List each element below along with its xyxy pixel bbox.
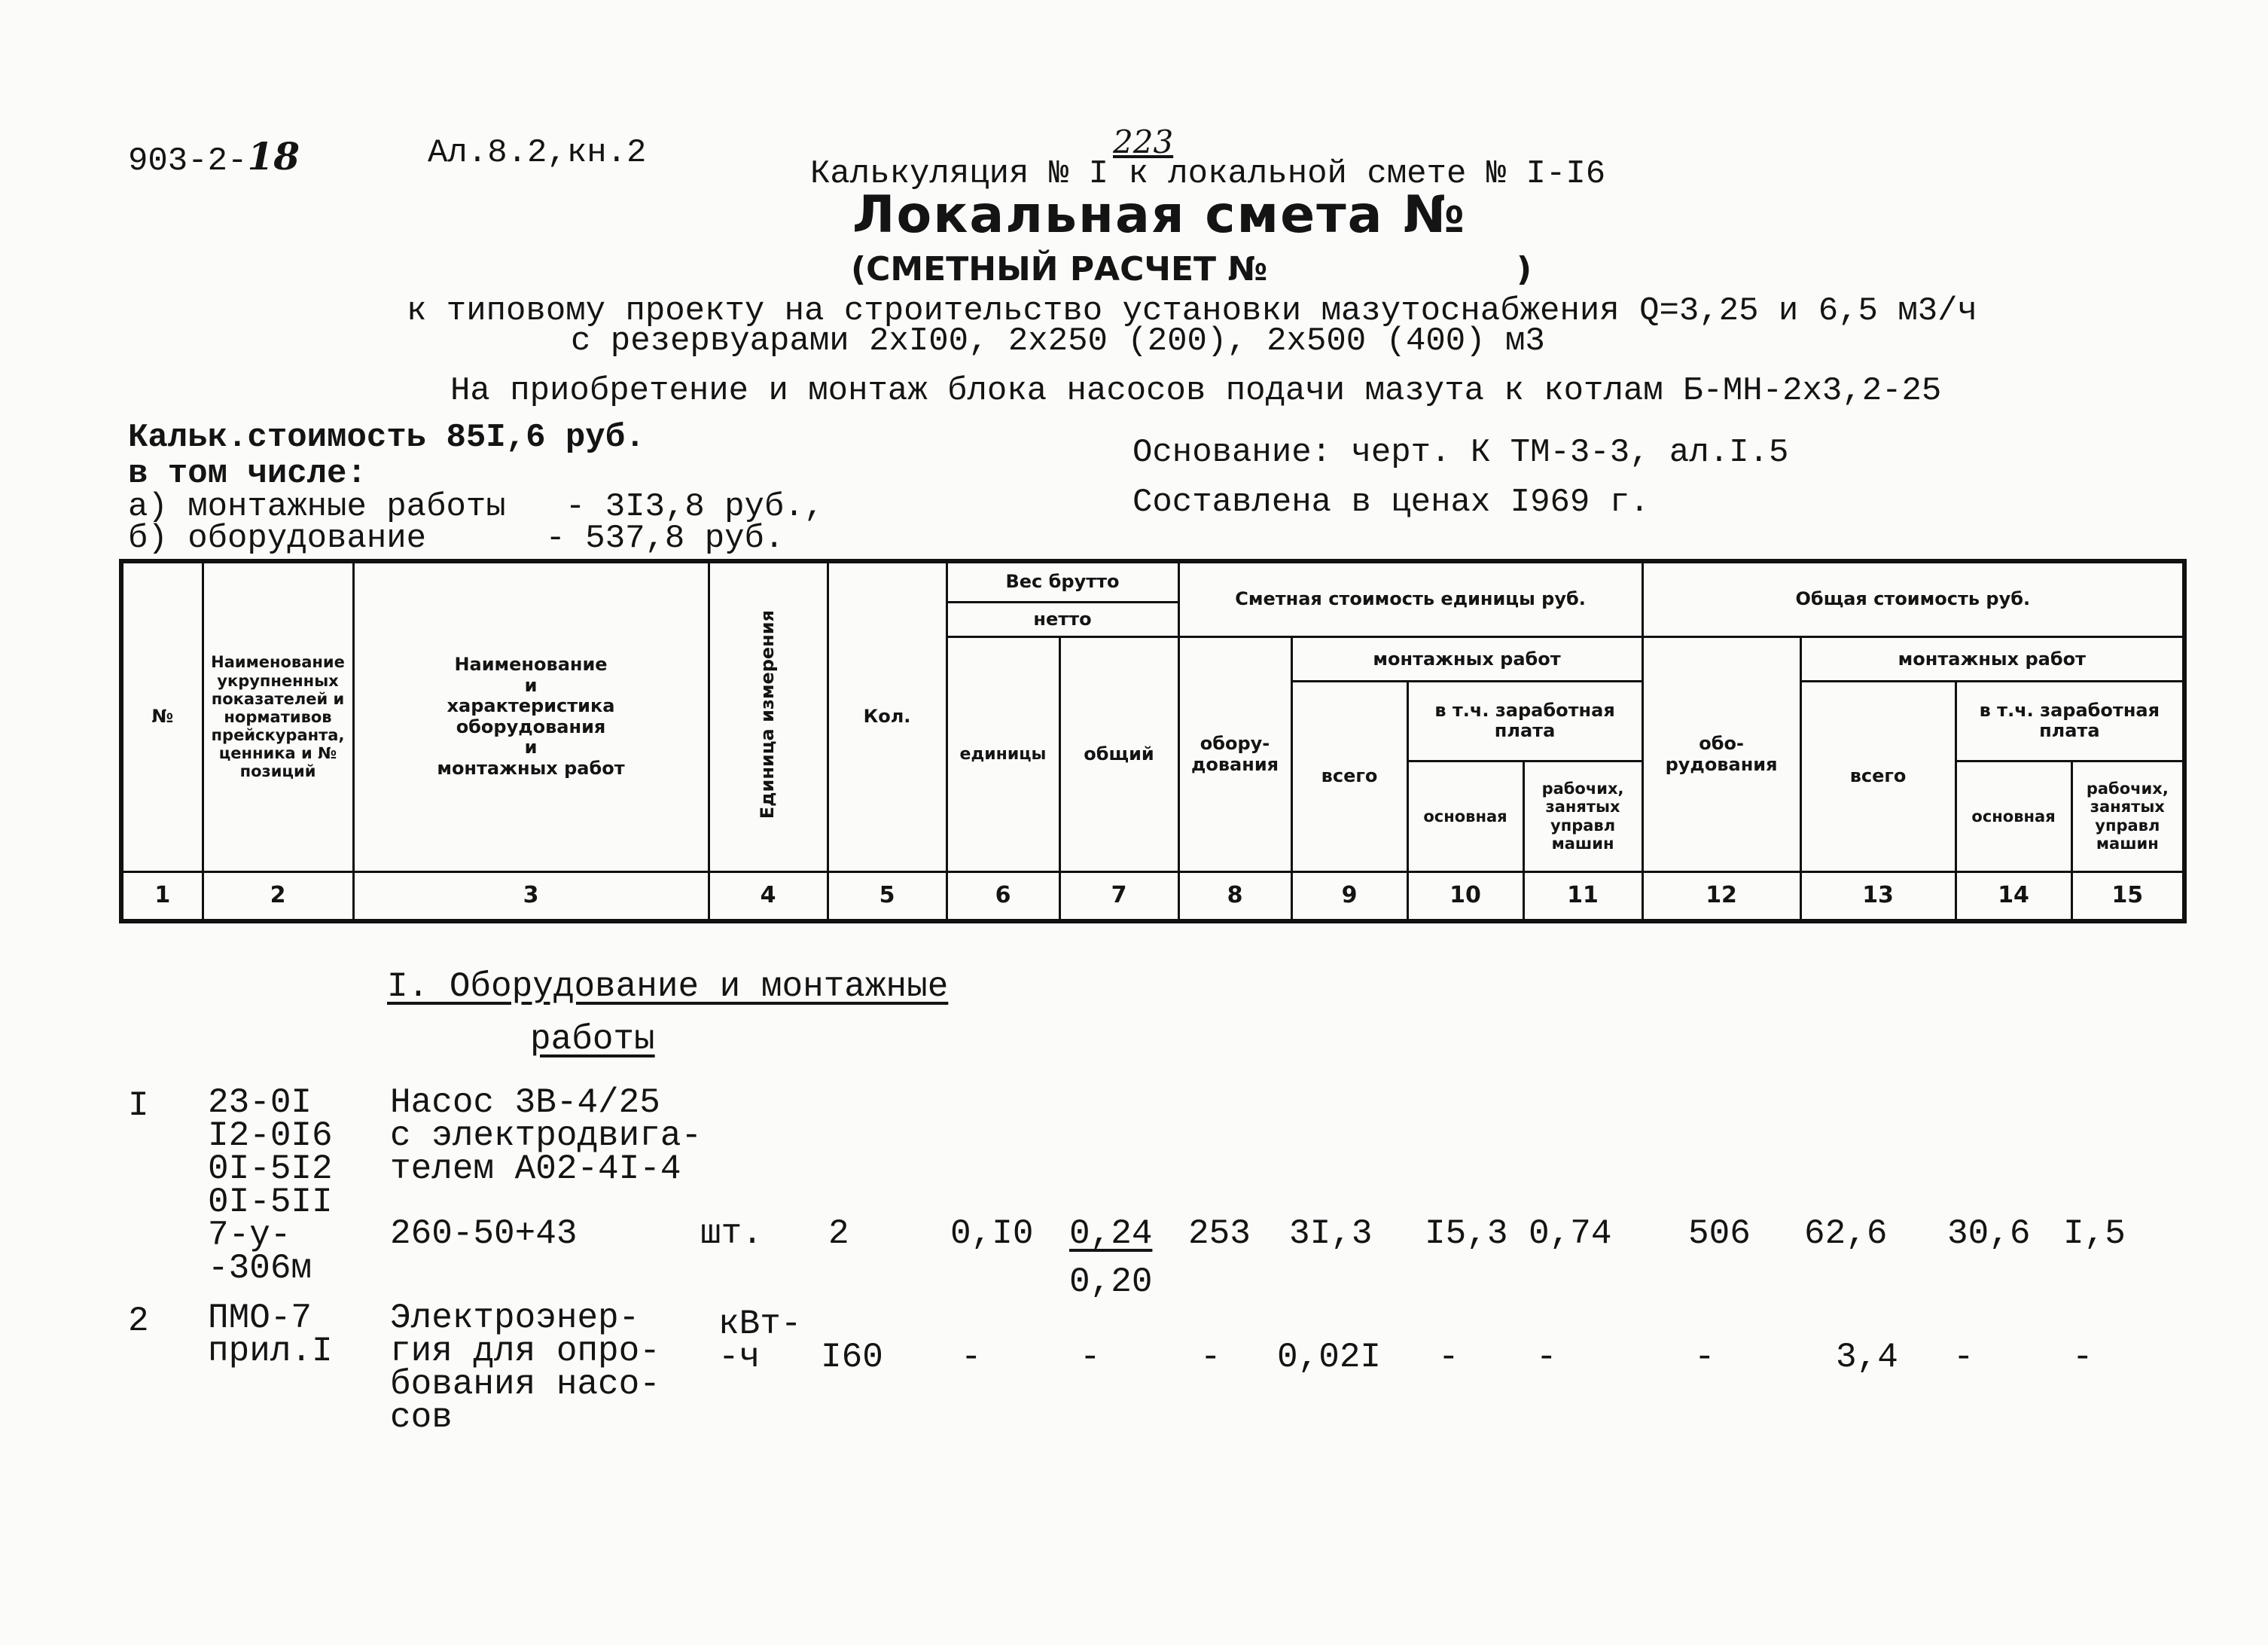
col-header-name-l4: оборудования [456, 716, 606, 737]
row-codes [208, 1299, 333, 1371]
row-weight-total: - [1080, 1338, 1101, 1377]
col-number: 4 [709, 871, 828, 921]
estimate-table [119, 559, 2167, 923]
row-total-equipment: - [1694, 1338, 1715, 1377]
page-number: 223 [1113, 124, 1174, 160]
row-code: -306м [208, 1249, 312, 1288]
album-ref: Ал.8.2,кн.2 [428, 134, 647, 172]
row-total-workers: - [2072, 1338, 2093, 1377]
col-header-name-l2: и [524, 674, 538, 696]
row-unit-total: 3I,3 [1289, 1214, 1373, 1253]
row-name-line: бования насо- [390, 1365, 660, 1404]
col-header-qty: Кол. [828, 561, 947, 871]
col-header-total-cost: Общая стоимость руб. [1642, 561, 2184, 637]
estimate-subtitle [851, 250, 1532, 288]
col-header-name-l6: монтажных работ [437, 758, 625, 780]
row-name-spec: 260-50+43 [390, 1214, 578, 1253]
col-number: 9 [1291, 871, 1407, 921]
row-name [390, 1083, 703, 1189]
col-header-total-wage: в т.ч. заработная плата [1956, 682, 2184, 761]
row-code: I2-0I6 [208, 1116, 333, 1155]
row-name [390, 1299, 660, 1437]
document-title: Локальная смета № [852, 185, 1467, 245]
col-header-number: № [121, 561, 203, 871]
col-number: 11 [1523, 871, 1642, 921]
row-total-workers: I,5 [2063, 1214, 2126, 1253]
col-header-total-workers: рабочих, занятых управл машин [2071, 761, 2184, 871]
col-header-weight: Вес брутто [947, 561, 1178, 603]
row-code: 0I-5II [208, 1183, 333, 1222]
row-code: 0I-5I2 [208, 1149, 333, 1189]
col-number: 10 [1407, 871, 1523, 921]
col-header-unit-equipment: обору-дования [1178, 637, 1291, 871]
row-total-all: 3,4 [1836, 1338, 1898, 1377]
col-number: 8 [1178, 871, 1291, 921]
row-unit-basic: - [1438, 1338, 1459, 1377]
row-name-line: телем А02-4I-4 [390, 1149, 681, 1189]
col-header-name [353, 561, 709, 871]
col-header-unit-text: Единица измерения [757, 609, 779, 819]
col-header-unit-mounting: монтажных работ [1291, 637, 1642, 682]
col-header-total-mounting: монтажных работ [1800, 637, 2184, 682]
mounting-cost: а) монтажные работы - 3I3,8 руб., [128, 488, 825, 526]
col-header-unit [709, 561, 828, 871]
subtitle-close: ) [1516, 250, 1532, 288]
col-header-unit-cost: Сметная стоимость единицы руб. [1178, 561, 1642, 637]
col-number: 1 [121, 871, 203, 921]
row-code: прил.I [208, 1332, 333, 1371]
basis-line: Основание: черт. К ТМ-3-3, ал.I.5 [1132, 434, 1789, 472]
project-code-printed: 903-2- [128, 142, 248, 180]
calc-cost: Кальк.стоимость 85I,6 руб. [128, 419, 645, 456]
row-unit-workers: 0,74 [1529, 1214, 1612, 1253]
row-unit-line: -ч [718, 1338, 761, 1377]
row-unit-total: 0,02I [1277, 1338, 1382, 1377]
section-title-line2: работы [530, 1020, 655, 1059]
row-weight-net: 0,20 [1069, 1262, 1153, 1302]
row-name-line: Насос 3В-4/25 [390, 1083, 660, 1122]
col-number: 7 [1059, 871, 1178, 921]
col-number: 13 [1800, 871, 1956, 921]
row-weight-unit: 0,I0 [950, 1214, 1034, 1253]
row-code: 23-0I [208, 1083, 312, 1122]
project-line-2: с резервуарами 2хI00, 2х250 (200), 2х500 (400) м3 [571, 322, 1545, 360]
project-line-1: к типовому проекту на строительство установки мазутоснабжения Q=3,25 и 6,5 м3/ч [407, 292, 1977, 330]
row-unit-line: кВт- [718, 1305, 802, 1344]
col-header-weight-net: нетто [947, 603, 1178, 637]
col-number: 15 [2071, 871, 2184, 921]
col-header-total-basic: основная [1956, 761, 2071, 871]
col-header-name-l5: и [524, 737, 538, 758]
row-unit: шт. [700, 1214, 763, 1253]
col-number: 5 [828, 871, 947, 921]
row-weight-unit: - [961, 1338, 982, 1377]
col-header-unit-workers: рабочих, занятых управл машин [1523, 761, 1642, 871]
row-weight-total: 0,24 [1069, 1214, 1153, 1253]
row-total-basic: - [1953, 1338, 1974, 1377]
col-header-weight-total: общий [1059, 637, 1178, 871]
col-header-total-all: всего [1800, 682, 1956, 871]
row-codes [208, 1083, 333, 1288]
section-title [387, 967, 948, 1006]
row-qty: 2 [828, 1214, 849, 1253]
section-title-line1: I. Оборудование и монтажные [387, 967, 949, 1006]
row-number: I [128, 1086, 149, 1125]
project-code [128, 134, 300, 180]
project-code-handwritten: 18 [247, 134, 300, 179]
row-unit-equipment: 253 [1188, 1214, 1251, 1253]
row-number: 2 [128, 1302, 149, 1341]
col-header-unit-wage: в т.ч. заработная плата [1407, 682, 1642, 761]
row-code: 7-у- [208, 1216, 291, 1255]
prices-year-line: Составлена в ценах I969 г. [1132, 484, 1650, 521]
row-unit-equipment: - [1200, 1338, 1221, 1377]
row-unit [718, 1305, 802, 1377]
col-header-name-l1: Наименование [454, 654, 608, 676]
col-header-total-equipment: обо-рудования [1642, 637, 1800, 871]
col-number: 6 [947, 871, 1059, 921]
col-number: 12 [1642, 871, 1800, 921]
row-name-line: гия для опро- [390, 1332, 660, 1371]
col-header-codes: Наименование укрупненных показателей и нормативов прейскуранта, ценника и № позиций [203, 561, 353, 871]
col-number: 3 [353, 871, 709, 921]
col-header-unit-all: всего [1291, 682, 1407, 871]
purpose-line: На приобретение и монтаж блока насосов подачи мазута к котлам Б-МН-2х3,2-25 [450, 372, 1942, 410]
col-number: 14 [1956, 871, 2071, 921]
subtitle-text: (СМЕТНЫЙ РАСЧЕТ № [851, 250, 1268, 288]
col-header-weight-unit: единицы [947, 637, 1059, 871]
col-header-unit-basic: основная [1407, 761, 1523, 871]
including-label: в том числе: [128, 455, 367, 493]
row-unit-basic: I5,3 [1425, 1214, 1508, 1253]
row-total-all: 62,6 [1804, 1214, 1888, 1253]
col-header-name-l3: характеристика [447, 695, 615, 717]
row-name-line: с электродвига- [390, 1116, 703, 1155]
row-qty: I60 [821, 1338, 883, 1377]
row-total-basic: 30,6 [1947, 1214, 2031, 1253]
row-code: ПМО-7 [208, 1299, 312, 1338]
equipment-cost: б) оборудование - 537,8 руб. [128, 520, 785, 557]
col-number: 2 [203, 871, 353, 921]
row-total-equipment: 506 [1688, 1214, 1751, 1253]
row-unit-workers: - [1536, 1338, 1557, 1377]
calculation-line: Калькуляция № I к локальной смете № I-I6 [810, 155, 1606, 193]
row-name-line: сов [390, 1398, 453, 1437]
row-name-line: Электроэнер- [390, 1299, 640, 1338]
